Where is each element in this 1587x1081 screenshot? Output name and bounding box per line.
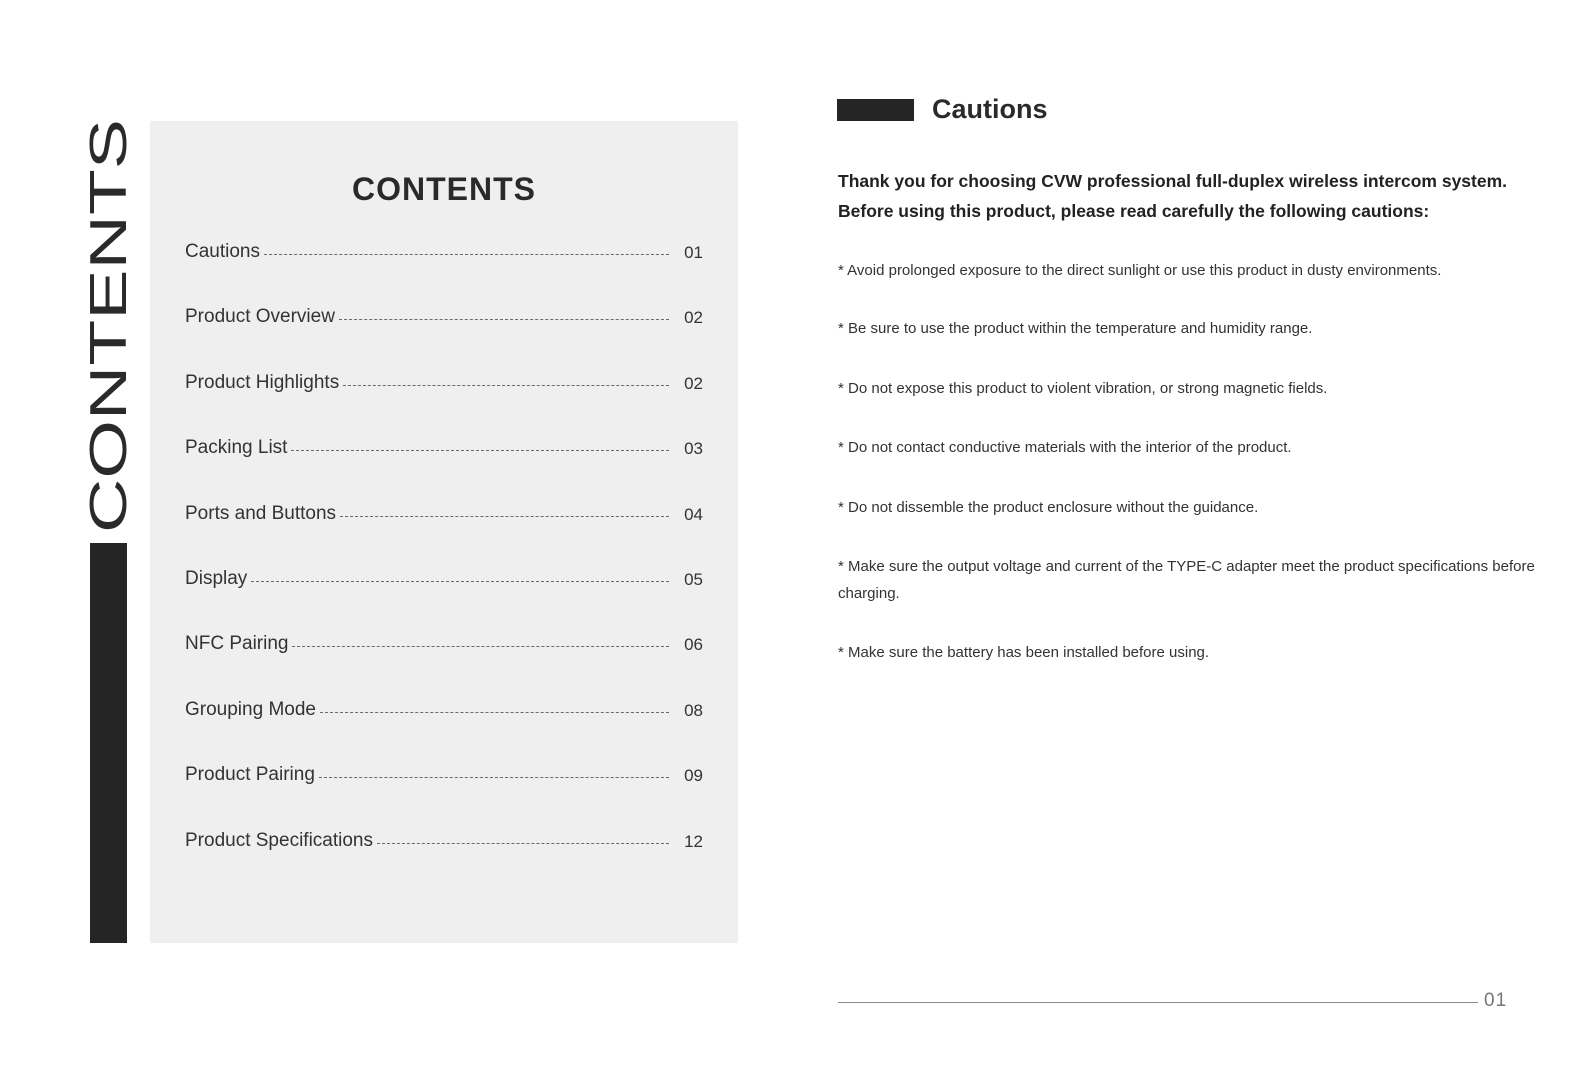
caution-item: * Do not dissemble the product enclosure without the guidance.: [838, 499, 1259, 516]
toc-leader-dots: [343, 384, 669, 386]
vertical-accent-bar: [90, 543, 127, 943]
toc-item-page: 12: [684, 831, 703, 851]
toc-item[interactable]: [185, 437, 703, 502]
toc-item-page: 06: [684, 635, 703, 655]
heading-accent-bar: [837, 99, 914, 121]
vertical-contents-text: CONTENTS: [80, 247, 138, 533]
toc-leader-dots: [340, 515, 669, 517]
toc-item-page: 08: [684, 700, 703, 720]
toc-leader-dots: [251, 580, 669, 582]
toc-item[interactable]: [185, 764, 703, 829]
toc-item-page: 05: [684, 569, 703, 589]
toc-item-label: Grouping Mode: [185, 698, 316, 720]
toc-item-label: Packing List: [185, 437, 288, 459]
caution-item: * Do not contact conductive materials with the interior of the product.: [838, 439, 1292, 456]
toc-item[interactable]: [185, 699, 703, 764]
toc-leader-dots: [339, 318, 669, 320]
toc-item-label: Display: [185, 567, 248, 589]
toc-item-label: Ports and Buttons: [185, 502, 337, 524]
toc-item-label: Product Highlights: [185, 371, 340, 393]
intro-line-1: Thank you for choosing CVW professional full-duplex wireless intercom system.: [838, 171, 1508, 191]
toc-item[interactable]: [185, 568, 703, 633]
footer-rule: [838, 1002, 1478, 1003]
toc-item-label: Product Overview: [185, 306, 335, 328]
caution-item: * Be sure to use the product within the temperature and humidity range.: [838, 320, 1313, 337]
caution-item: * Do not expose this product to violent vibration, or strong magnetic fields.: [838, 380, 1328, 397]
toc-item-label: NFC Pairing: [185, 633, 289, 655]
toc-leader-dots: [320, 711, 669, 713]
section-heading: Cautions: [932, 94, 1048, 124]
intro-text: [838, 166, 1558, 226]
toc-item[interactable]: [185, 372, 703, 437]
caution-item: * Make sure the battery has been installed before using.: [838, 644, 1210, 661]
toc-item[interactable]: [185, 633, 703, 698]
toc-item[interactable]: [185, 306, 703, 371]
toc-item-label: Cautions: [185, 241, 260, 262]
toc-leader-dots: [377, 842, 669, 844]
toc-panel: [150, 121, 738, 943]
toc-item[interactable]: [185, 241, 703, 306]
toc-item-page: 01: [684, 243, 703, 262]
toc-list: [185, 241, 703, 895]
toc-item[interactable]: [185, 503, 703, 568]
caution-item: * Make sure the output voltage and current of the TYPE-C adapter meet the product specifications before charging.: [838, 558, 1535, 602]
caution-item: * Avoid prolonged exposure to the direct sunlight or use this product in dusty environments.: [838, 262, 1442, 279]
toc-leader-dots: [264, 253, 669, 255]
toc-item-page: 09: [684, 766, 703, 786]
toc-item-page: 02: [684, 373, 703, 393]
toc-item[interactable]: [185, 830, 703, 895]
vertical-contents-label: [80, 115, 138, 535]
toc-item-label: Product Specifications: [185, 829, 373, 851]
intro-line-2: Before using this product, please read carefully the following cautions:: [838, 201, 1430, 221]
toc-leader-dots: [319, 776, 669, 778]
toc-leader-dots: [292, 645, 669, 647]
toc-item-page: 04: [684, 504, 703, 524]
toc-title: CONTENTS: [352, 171, 536, 207]
page-number: 01: [1484, 990, 1508, 1011]
toc-item-label: Product Pairing: [185, 764, 315, 786]
toc-item-page: 03: [684, 439, 703, 459]
toc-leader-dots: [291, 449, 669, 451]
toc-item-page: 02: [684, 308, 703, 328]
